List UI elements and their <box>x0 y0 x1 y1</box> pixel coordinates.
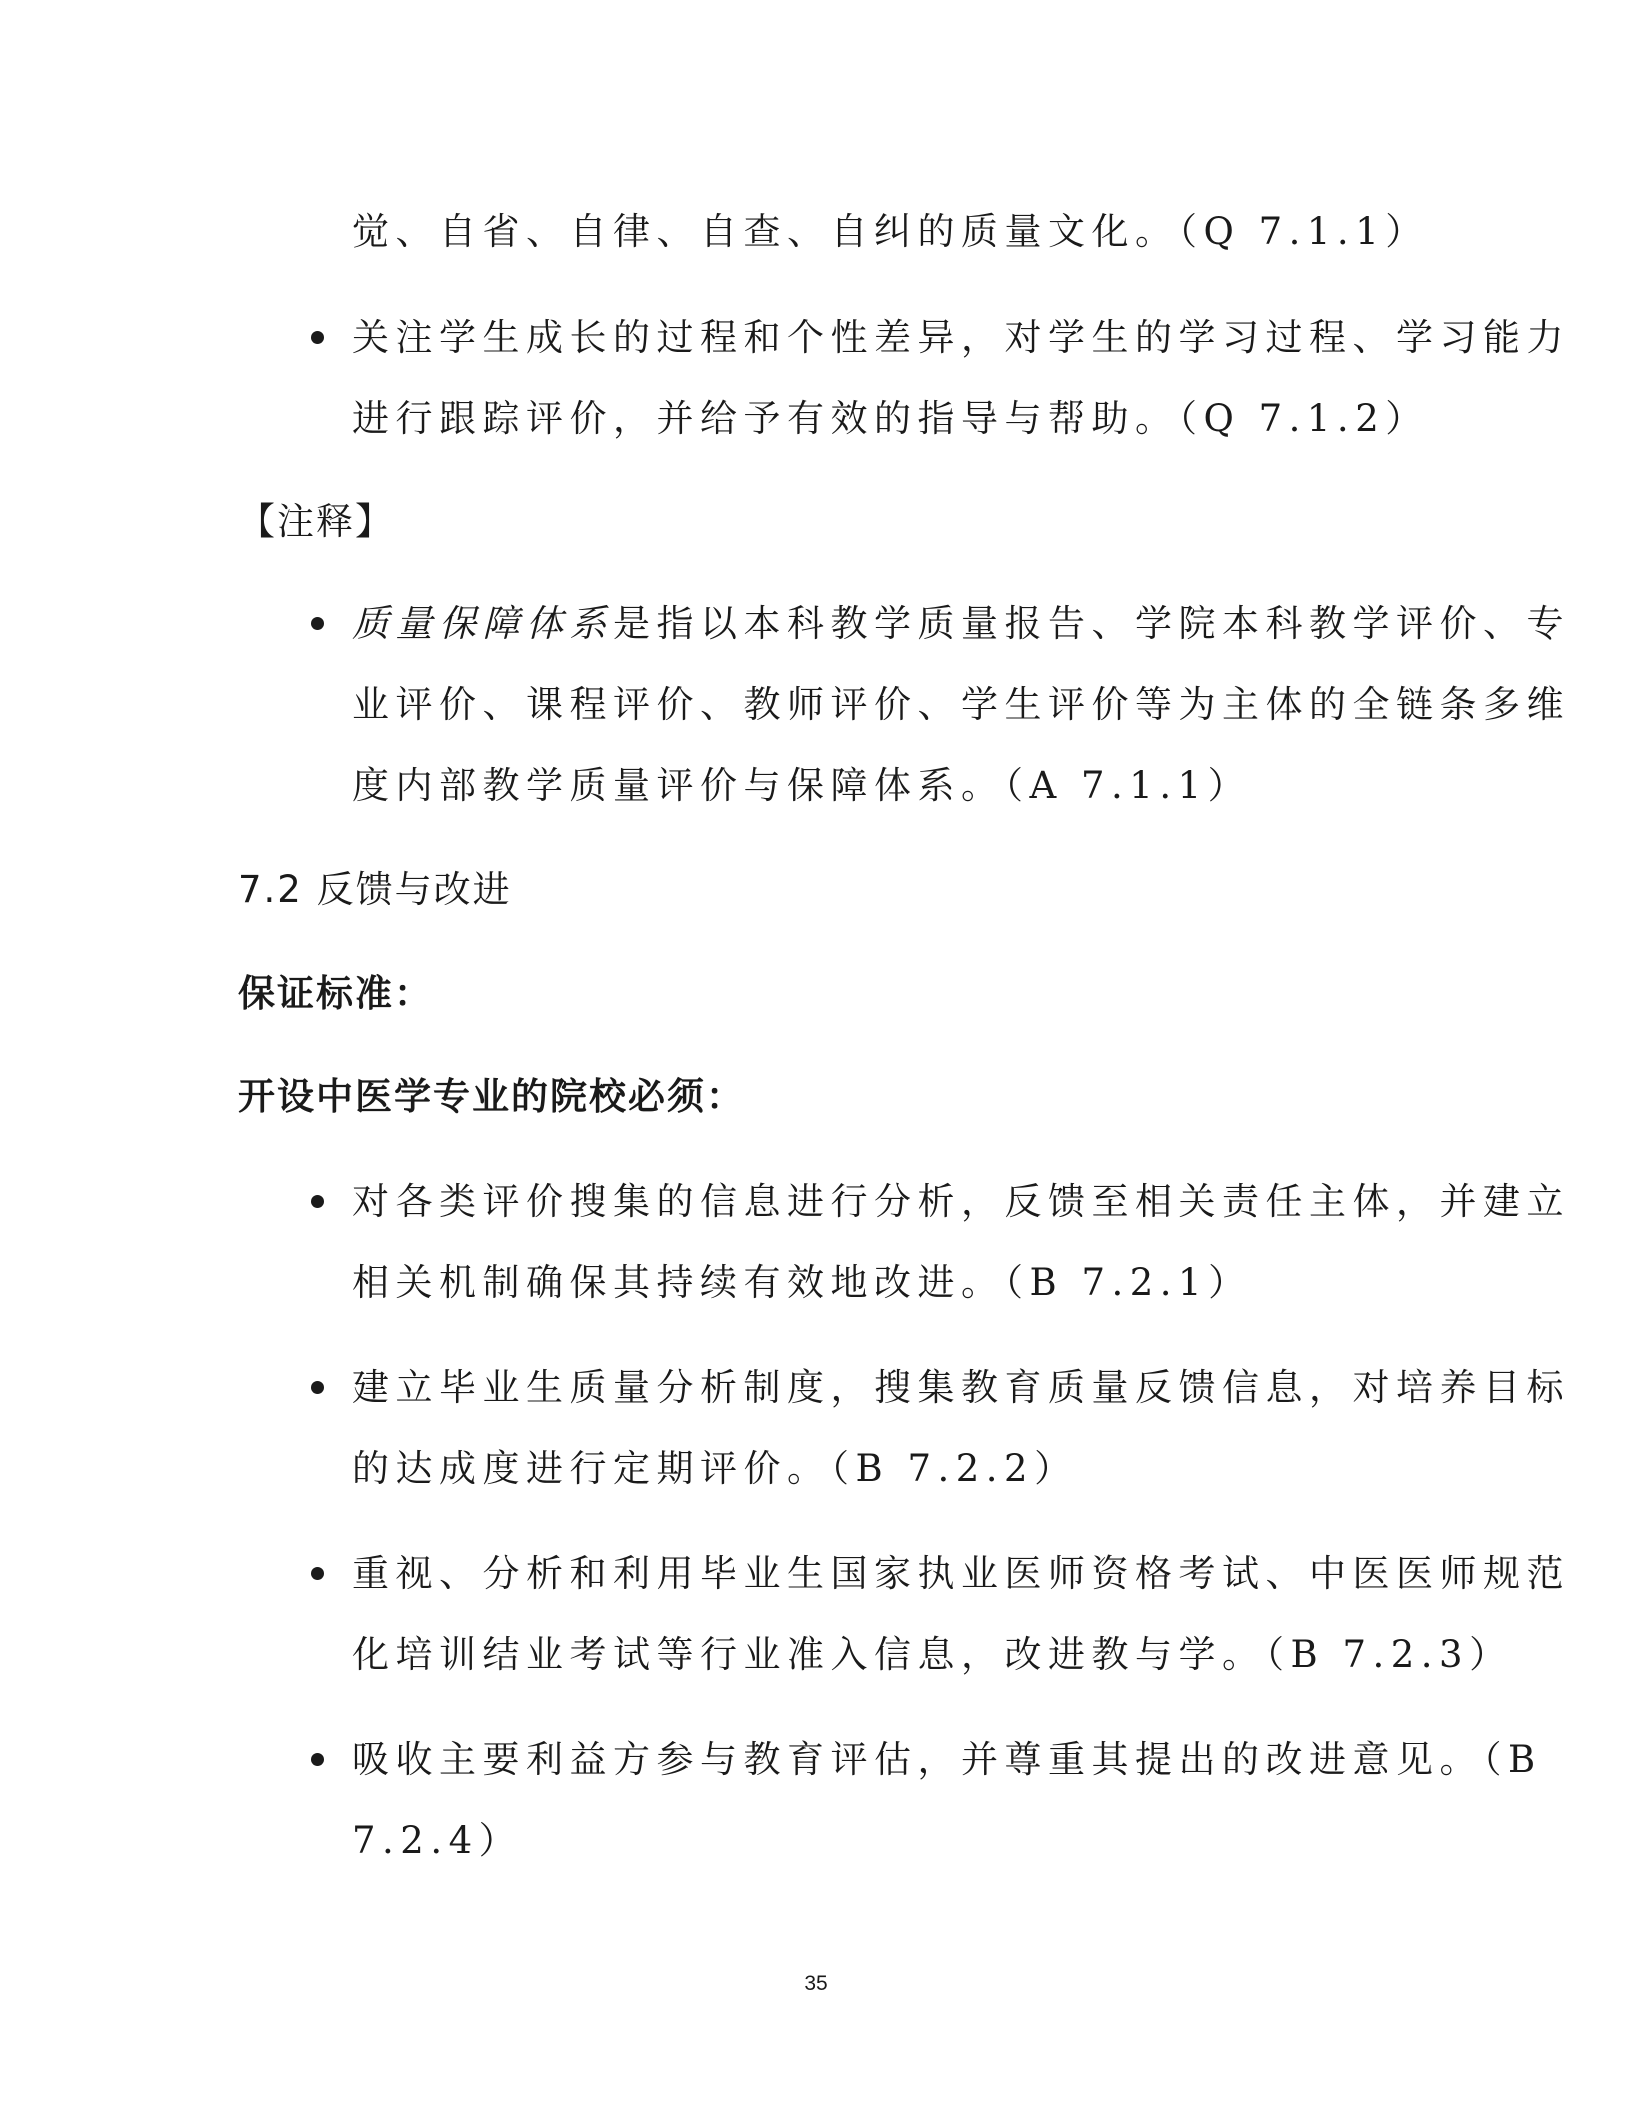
continuation-line-q711: 觉、自省、自律、自查、自纠的质量文化。（Q 7.1.1） <box>352 210 1429 253</box>
bullet-q712-line1: 关注学生成长的过程和个性差异，对学生的学习过程、学习能力 <box>352 316 1570 359</box>
note-line2: 业评价、课程评价、教师评价、学生评价等为主体的全链条多维 <box>352 683 1570 726</box>
section-heading: 7.2 反馈与改进 <box>238 868 512 911</box>
bullet-icon <box>311 1195 324 1208</box>
standard-label: 保证标准： <box>238 972 433 1015</box>
bullet-b721-line1: 对各类评价搜集的信息进行分析，反馈至相关责任主体，并建立 <box>352 1180 1570 1223</box>
bullet-icon <box>311 617 324 630</box>
bullet-b724-line1: 吸收主要利益方参与教育评估，并尊重其提出的改进意见。（B <box>352 1738 1542 1781</box>
bullet-q712-line2: 进行跟踪评价，并给予有效的指导与帮助。（Q 7.1.2） <box>352 397 1429 440</box>
bullet-b722-line1: 建立毕业生质量分析制度，搜集教育质量反馈信息，对培养目标 <box>352 1366 1570 1409</box>
note-line3: 度内部教学质量评价与保障体系。（A 7.1.1） <box>352 764 1252 807</box>
bullet-icon <box>311 1381 324 1394</box>
bullet-icon <box>311 1753 324 1766</box>
bullet-icon <box>311 1567 324 1580</box>
bullet-icon <box>311 331 324 344</box>
note-line1-rest: 是指以本科教学质量报告、学院本科教学评价、专 <box>613 602 1570 645</box>
note-heading: 【注释】 <box>238 500 394 543</box>
bullet-b724-line2: 7.2.4） <box>352 1819 523 1862</box>
note-term: 质量保障体系 <box>352 602 613 645</box>
note-line1 <box>352 600 1570 648</box>
bullet-b723-line1: 重视、分析和利用毕业生国家执业医师资格考试、中医医师规范 <box>352 1552 1570 1595</box>
must-label: 开设中医学专业的院校必须： <box>238 1075 745 1118</box>
bullet-b721-line2: 相关机制确保其持续有效地改进。（B 7.2.1） <box>352 1261 1252 1304</box>
page-number: 35 <box>804 1972 828 1995</box>
bullet-b722-line2: 的达成度进行定期评价。（B 7.2.2） <box>352 1447 1078 1490</box>
bullet-b723-line2: 化培训结业考试等行业准入信息，改进教与学。（B 7.2.3） <box>352 1633 1513 1676</box>
